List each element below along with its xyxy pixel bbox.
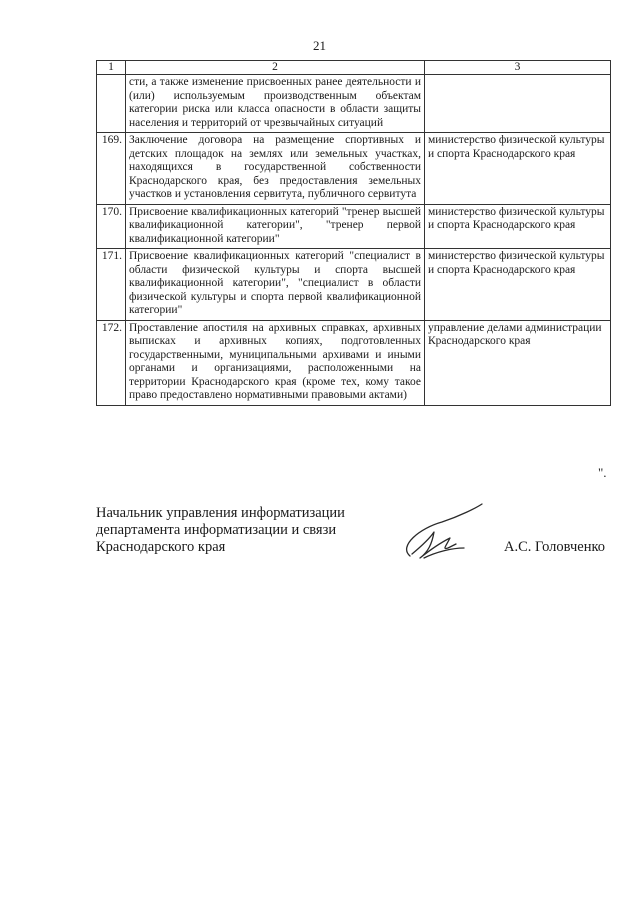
row-number: 171. [97,249,126,321]
page-number: 21 [313,38,326,53]
responsible-authority: управление делами администрации Краснодарского края [425,320,611,405]
table-row [97,320,611,405]
table-row [97,249,611,321]
responsible-authority [425,75,611,133]
signer-name: А.С. Головченко [504,539,606,555]
responsible-authority: министерство физической культуры и спорта Краснодарского края [425,204,611,249]
table-row [97,75,611,133]
row-number: 169. [97,133,126,205]
signatory-position [96,505,396,556]
column-header-authority: 3 [425,61,611,75]
table-header-row [97,61,611,75]
closing-quote: ". [598,465,607,480]
column-header-number: 1 [97,61,126,75]
service-description: Проставление апостиля на архивных справках, архивных выписках и архивных копиях, подготовленных государственными, муниципальными архивами и иными органами и организациями, расположенными на территории Краснодарского края (кроме тех, кому такое право предоставлено нормативными правовыми актами) [126,320,425,405]
row-number [97,75,126,133]
position-line: департамента информатизации и связи [96,522,337,538]
table-row [97,133,611,205]
service-description: Присвоение квалификационных категорий "специалист в области физической культуры и спорта высшей квалификационной категории", "специалист в области физической культуры и спорта первой квалификационной категории" [126,249,425,321]
table-row [97,204,611,249]
service-description: Присвоение квалификационных категорий "тренер высшей квалификационной категории", "тренер первой квалификационной категории" [126,204,425,249]
services-table [96,60,611,406]
service-description: Заключение договора на размещение спортивных и детских площадок на землях или земельных участках, находящихся в государственной собственности Краснодарского края, без предоставления земельных участков и установления сервитута, публичного сервитута [126,133,425,205]
responsible-authority: министерство физической культуры и спорта Краснодарского края [425,133,611,205]
handwritten-signature [390,498,490,568]
column-header-service: 2 [126,61,425,75]
row-number: 170. [97,204,126,249]
responsible-authority: министерство физической культуры и спорта Краснодарского края [425,249,611,321]
position-line: Начальник управления информатизации [96,505,345,521]
row-number: 172. [97,320,126,405]
position-line: Краснодарского края [96,539,226,555]
service-description: сти, а также изменение присвоенных ранее деятельности и (или) используемым производственным объектам категории риска или класса опасности в области защиты населения и территорий от чрезвычайных ситуаций [126,75,425,133]
